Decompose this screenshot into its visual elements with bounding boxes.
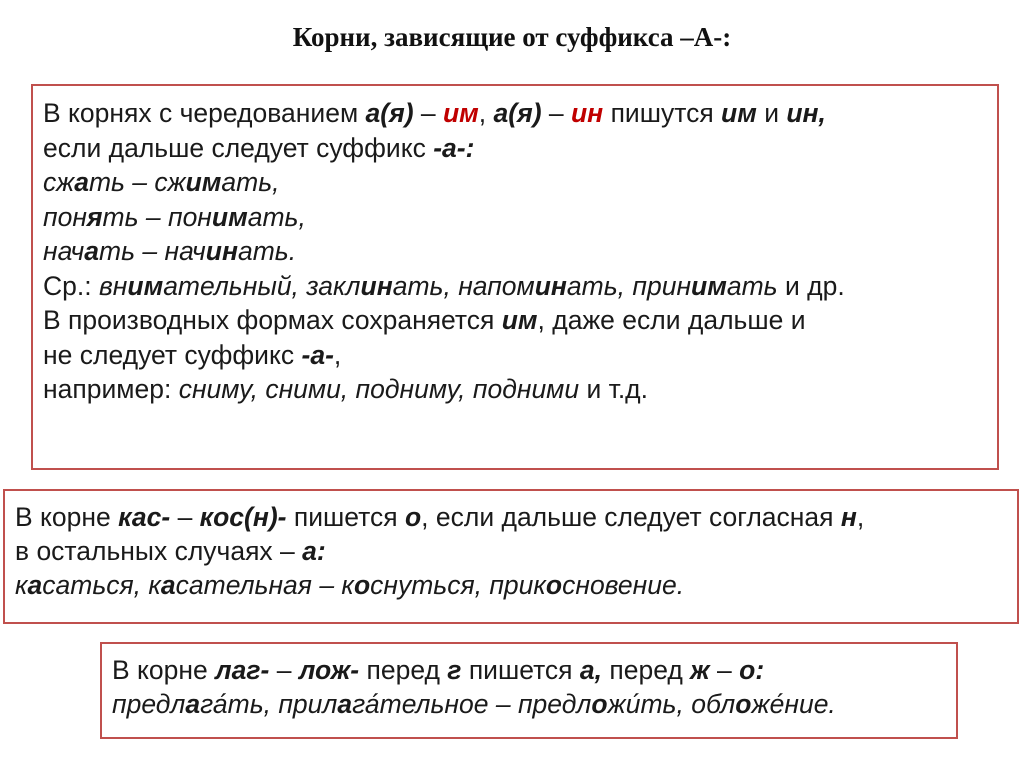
rule-line (43, 338, 987, 373)
text-fragment: га́тельное – предл (352, 689, 592, 719)
text-fragment: не следует суффикс (43, 339, 302, 370)
text-fragment: им (691, 270, 727, 301)
text-fragment: ин (571, 98, 604, 128)
text-fragment: им (127, 270, 164, 301)
text-fragment: предл (112, 689, 186, 719)
text-fragment: о (404, 502, 422, 532)
text-fragment: если дальше следует суффикс (43, 132, 434, 163)
text-fragment: о (353, 570, 371, 600)
text-fragment: о (545, 570, 563, 600)
text-fragment: о: (739, 655, 765, 685)
text-fragment: а (160, 570, 176, 600)
rule-line (15, 534, 1007, 568)
text-fragment: а (27, 570, 43, 600)
text-fragment: В производных формах сохраняется (43, 305, 502, 335)
example-line (43, 372, 987, 407)
text-fragment: а (84, 236, 100, 266)
text-fragment: снуться, прик (370, 570, 546, 600)
text-fragment: им (443, 98, 479, 128)
text-fragment: ин (534, 270, 567, 301)
text-fragment: же́ние. (751, 689, 836, 719)
text-fragment: ть – пон (102, 201, 212, 232)
rule-line (43, 303, 987, 338)
rule-line (112, 653, 946, 687)
text-fragment: я (86, 201, 103, 232)
text-fragment: – (541, 98, 571, 128)
text-fragment: а: (302, 536, 326, 566)
example-line (43, 165, 987, 200)
text-fragment: перед (359, 655, 448, 685)
text-fragment: а (185, 689, 201, 719)
text-fragment: Ср.: (43, 270, 99, 301)
text-fragment: нач (43, 236, 85, 266)
example-line (15, 568, 1007, 602)
text-fragment: пишутся (603, 98, 722, 128)
text-fragment: например: (43, 374, 179, 404)
text-fragment: а, (579, 655, 602, 685)
text-fragment: и др. (777, 270, 845, 301)
text-fragment: к (15, 570, 28, 600)
text-fragment: н (840, 502, 857, 532)
text-fragment: ин (205, 236, 238, 266)
text-fragment: а(я) (493, 98, 542, 128)
text-fragment: а (74, 167, 89, 197)
text-fragment: перед (602, 655, 691, 685)
text-fragment: им (211, 201, 248, 232)
text-fragment: , (333, 339, 342, 370)
rule-line (43, 96, 987, 131)
text-fragment: -а- (301, 339, 334, 370)
text-fragment: им (721, 98, 757, 128)
text-fragment: им (185, 167, 222, 197)
text-fragment: – (170, 502, 200, 532)
text-fragment: им (501, 305, 538, 335)
text-fragment: – (709, 655, 740, 685)
text-fragment: га́ть, прил (200, 689, 338, 719)
text-fragment: В корне (15, 502, 119, 532)
text-fragment: – (413, 98, 443, 128)
text-fragment: и т.д. (579, 374, 649, 404)
text-fragment: В корнях с чередованием (43, 98, 366, 128)
text-fragment: вн (98, 270, 128, 301)
text-fragment: ать (726, 270, 778, 301)
rule-box-im-in (31, 84, 999, 470)
text-fragment: г (447, 655, 462, 685)
text-fragment: -а-: (433, 132, 475, 163)
text-fragment: пишется (461, 655, 580, 685)
text-fragment: В корне (112, 655, 216, 685)
text-fragment: лаг- (215, 655, 270, 685)
text-fragment: саться, к (42, 570, 161, 600)
text-fragment: ин (360, 270, 393, 301)
text-fragment: пишется (286, 502, 405, 532)
rule-box-kas-kos (3, 489, 1019, 624)
text-fragment: ать, (221, 167, 280, 197)
text-fragment: сновение. (562, 570, 685, 600)
text-fragment: о (735, 689, 752, 719)
text-fragment: лож- (298, 655, 360, 685)
text-fragment: ть – нач (99, 236, 206, 266)
page-title: Корни, зависящие от суффикса –А-: (292, 22, 732, 52)
text-fragment: ж (690, 655, 710, 685)
text-fragment: и (756, 98, 787, 128)
text-fragment: ть – сж (88, 167, 186, 197)
example-line (43, 200, 987, 235)
text-fragment: сательная – к (175, 570, 354, 600)
rule-line (43, 131, 987, 166)
text-fragment: кас- (118, 502, 171, 532)
text-fragment: , даже если дальше и (537, 305, 806, 335)
text-fragment: кос(н)- (199, 502, 287, 532)
text-fragment: а (337, 689, 353, 719)
rule-line (15, 500, 1007, 534)
text-fragment: , если дальше следует согласная (421, 502, 841, 532)
example-line (112, 687, 946, 721)
text-fragment: ать, (247, 201, 306, 232)
text-fragment: ать. (237, 236, 297, 266)
text-fragment: – (269, 655, 299, 685)
text-fragment: о (591, 689, 608, 719)
text-fragment: ин, (786, 98, 826, 128)
text-fragment: ать, напом (392, 270, 535, 301)
text-fragment: ательный, закл (163, 270, 361, 301)
compare-line (43, 269, 987, 304)
text-fragment: сж (43, 167, 75, 197)
text-fragment: , (856, 502, 865, 532)
text-fragment: , (478, 98, 494, 128)
text-fragment: а(я) (365, 98, 414, 128)
text-fragment: пон (43, 201, 87, 232)
rule-box-lag-lozh (100, 642, 958, 739)
text-fragment: сниму, сними, подниму, подними (178, 374, 580, 404)
text-fragment: жи́ть, обл (607, 689, 736, 719)
example-line (43, 234, 987, 269)
text-fragment: в остальных случаях – (15, 536, 303, 566)
text-fragment: ать, прин (566, 270, 692, 301)
